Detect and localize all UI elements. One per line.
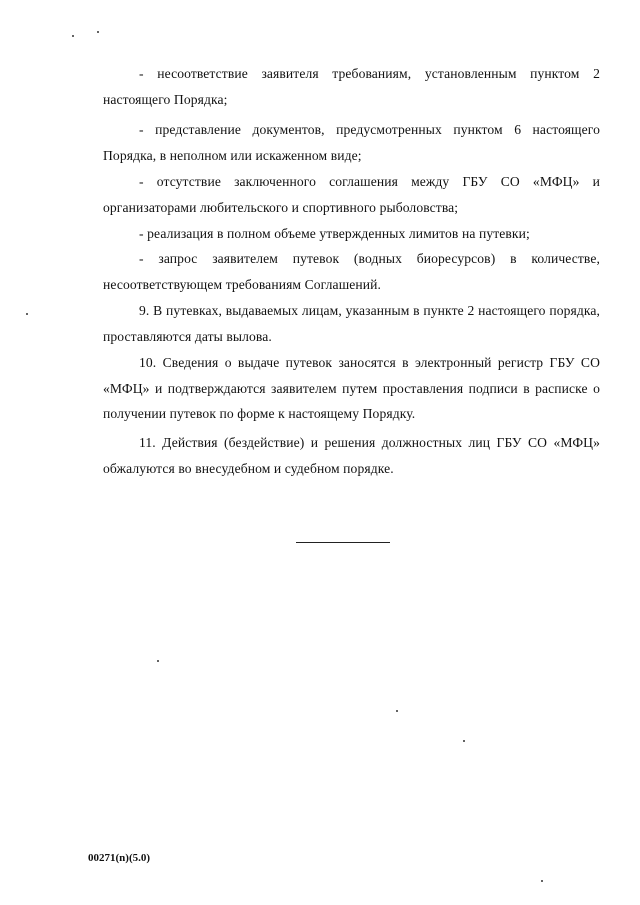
paragraph-refusal-reason-4: - реализация в полном объеме утвержденных лимитов на путевки;: [139, 226, 530, 241]
scan-speck: [97, 31, 99, 33]
scan-speck: [157, 660, 159, 662]
paragraph-item-10: 10. Сведения о выдаче путевок заносятся в электронный регистр ГБУ СО «МФЦ» и подтверждаются заявителем путем проставления подписи в расписке о получении путевок по форме к настоящему Порядку.: [103, 355, 600, 421]
paragraph-item-11: 11. Действия (бездействие) и решения должностных лиц ГБУ СО «МФЦ» обжалуются во внесудебном и судебном порядке.: [103, 435, 600, 476]
scan-speck: [396, 710, 398, 712]
end-divider: [296, 542, 390, 543]
paragraph-refusal-reason-5: - запрос заявителем путевок (водных биоресурсов) в количестве, несоответствующем требованиям Соглашений.: [103, 251, 600, 292]
scan-speck: [72, 35, 74, 37]
paragraph-item-9: 9. В путевках, выдаваемых лицам, указанным в пункте 2 настоящего порядка, проставляются даты вылова.: [103, 303, 600, 344]
scan-speck: [541, 880, 543, 882]
scan-speck: [463, 740, 465, 742]
document-code: 00271(n)(5.0): [88, 852, 151, 864]
paragraph-refusal-reason-3: - отсутствие заключенного соглашения между ГБУ СО «МФЦ» и организаторами любительского и спортивного рыболовства;: [103, 174, 600, 215]
scan-speck: [26, 313, 28, 315]
paragraph-refusal-reason-2: - представление документов, предусмотренных пунктом 6 настоящего Порядка, в неполном или искаженном виде;: [103, 122, 600, 163]
paragraph-refusal-reason-1: - несоответствие заявителя требованиям, установленным пунктом 2 настоящего Порядка;: [103, 66, 600, 107]
